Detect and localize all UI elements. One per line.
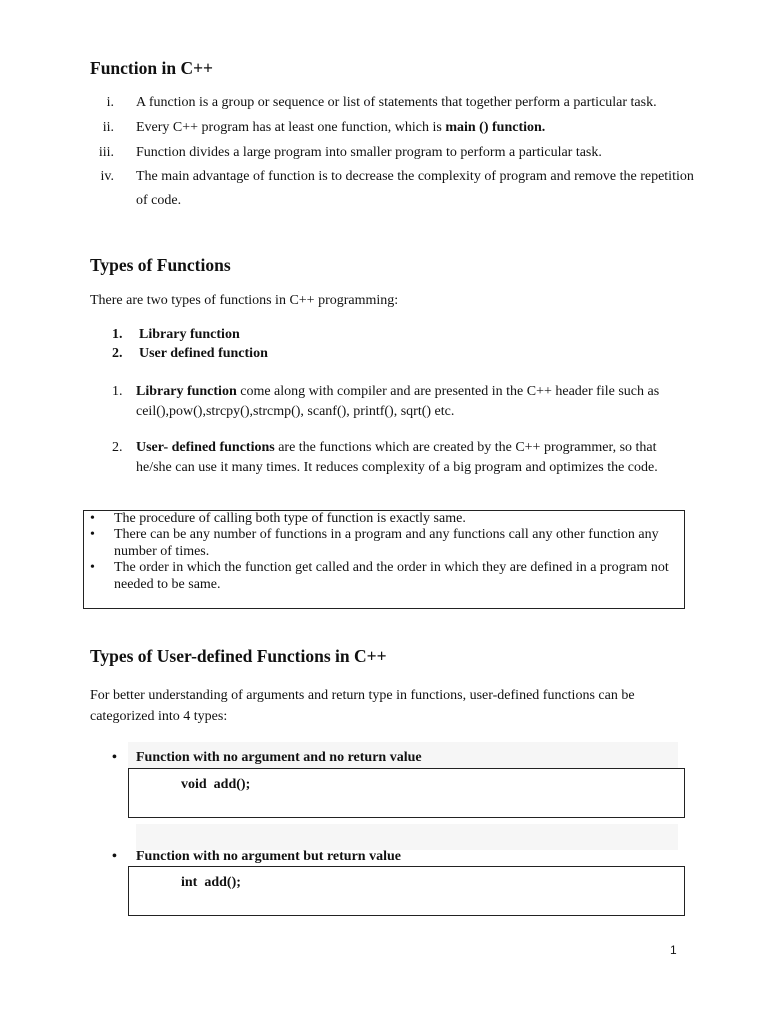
section-title-user-defined: Types of User-defined Functions in C++ xyxy=(90,646,387,666)
list-number: i. xyxy=(106,95,114,110)
list-text: User defined function xyxy=(139,346,268,361)
code-snippet: void add(); xyxy=(181,777,251,792)
detail-description: are the functions which are created by the C++ programmer, so that he/she can use it many times. It reduces complexity of a big program and optimizes the code. xyxy=(136,440,658,475)
list-text: A function is a group or sequence or list of statements that together perform a particular task. xyxy=(136,95,657,110)
detail-term: User- defined functions xyxy=(136,440,275,455)
list-text-plain: Every C++ program has at least one function, which is xyxy=(136,120,446,135)
list-number: iv. xyxy=(100,169,114,184)
code-box xyxy=(128,768,685,818)
shaded-background xyxy=(136,824,678,850)
bullet-icon: • xyxy=(90,560,95,575)
detail-text xyxy=(136,438,672,478)
list-number: 1. xyxy=(112,327,123,342)
list-number: iii. xyxy=(98,145,114,160)
list-text: Library function xyxy=(139,327,240,342)
detail-text xyxy=(136,382,672,422)
type-label: Function with no argument and no return value xyxy=(136,750,422,765)
detail-description: come along with compiler and are presented in the C++ header file such as ceil(),pow(),strcpy(),strcmp(), scanf(), printf(), sqrt() etc. xyxy=(136,384,660,419)
code-box xyxy=(128,866,685,916)
bullet-icon: • xyxy=(90,511,95,526)
list-text: The main advantage of function is to decrease the complexity of program and remove the repetition of code. xyxy=(136,169,694,208)
type-label: Function with no argument but return value xyxy=(136,849,401,864)
list-text: Function divides a large program into smaller program to perform a particular task. xyxy=(136,145,602,160)
list-number: 1. xyxy=(112,384,123,399)
note-text: The procedure of calling both type of function is exactly same. xyxy=(114,511,466,526)
section-intro: There are two types of functions in C++ programming: xyxy=(90,293,399,308)
notes-box xyxy=(83,510,685,609)
list-text-bold: main () function. xyxy=(445,120,546,135)
list-item xyxy=(112,345,268,363)
page-number: 1 xyxy=(670,943,677,957)
section-title-types: Types of Functions xyxy=(90,255,231,275)
list-number: 2. xyxy=(112,440,123,455)
list-item xyxy=(112,326,240,344)
note-text: The order in which the function get called and the order in which they are defined in a program not needed to be same. xyxy=(114,560,669,592)
bullet-icon: • xyxy=(112,849,117,864)
detail-term: Library function xyxy=(136,384,237,399)
section-intro: For better understanding of arguments and return type in functions, user-defined functions can be categorized into 4 types: xyxy=(90,688,635,724)
bullet-icon: • xyxy=(90,527,95,542)
section-title-function: Function in C++ xyxy=(90,58,214,78)
bullet-icon: • xyxy=(112,750,117,765)
code-snippet: int add(); xyxy=(181,875,241,890)
note-text: There can be any number of functions in a program and any functions call any other function any number of times. xyxy=(114,527,659,559)
list-number: 2. xyxy=(112,346,123,361)
list-number: ii. xyxy=(102,120,114,135)
list-text xyxy=(136,116,696,140)
